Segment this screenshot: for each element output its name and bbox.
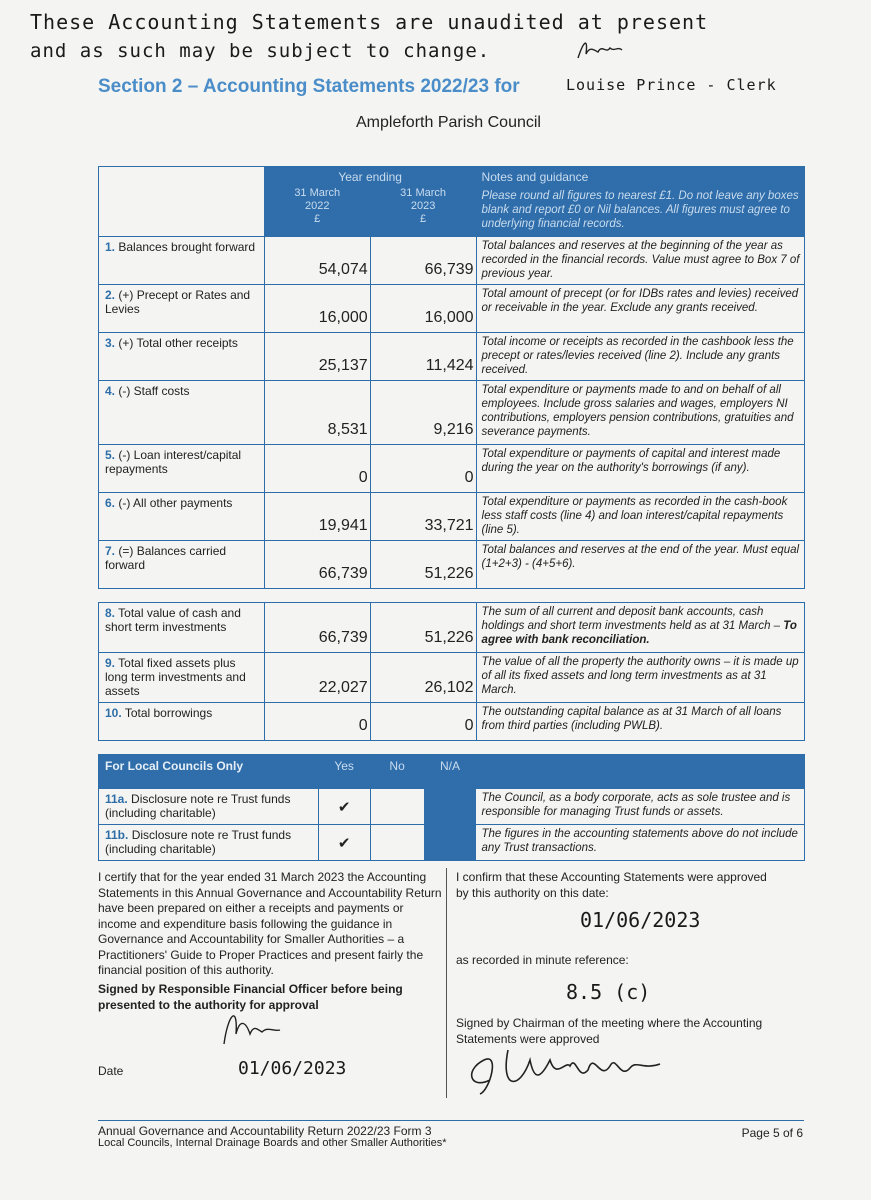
value-2022: 22,027	[264, 653, 370, 703]
value-2022: 19,941	[264, 493, 370, 541]
row-note: Total amount of precept (or for IDBs rates and levies) received or receivable in the year. Exclude any grants received.	[476, 285, 804, 333]
value-2023: 33,721	[370, 493, 476, 541]
row-note-text: The sum of all current and deposit bank accounts, cash holdings and short term investments held as at 31 March –	[481, 606, 781, 632]
local-councils-title: For Local Councils Only	[99, 755, 319, 789]
statement-row	[99, 541, 805, 589]
row-label-text: (-) Staff costs	[118, 384, 190, 398]
row-number: 6.	[105, 496, 116, 510]
row-label	[99, 445, 265, 493]
row-label-text: Total value of cash and short term investments	[105, 606, 241, 634]
row-label-text: Balances brought forward	[118, 240, 256, 254]
row-note: Total expenditure or payments made to and on behalf of all employees. Include gross salaries and wages, employers NI contributions, employers pension contributions, gratuities and severance payments.	[476, 381, 804, 445]
row-note: Total expenditure or payments as recorded in the cash-book less staff costs (line 4) and loan interest/capital repayments (line 5).	[476, 493, 804, 541]
value-2023: 26,102	[370, 653, 476, 703]
na-header: N/A	[424, 755, 476, 789]
date-label: Date	[98, 1064, 124, 1078]
handwritten-note-line1: These Accounting Statements are unaudited at present	[30, 10, 709, 34]
row-note	[476, 653, 804, 703]
statement-row	[99, 381, 805, 445]
trust-row	[99, 789, 805, 825]
chairman-signed-label: Signed by Chairman of the meeting where the Accounting Statements were approved	[456, 1016, 763, 1046]
row-label-text: (-) Loan interest/capital repayments	[105, 448, 242, 476]
approval-date: 01/06/2023	[580, 908, 701, 932]
yes-header: Yes	[318, 755, 370, 789]
row-note: The figures in the accounting statements above do not include any Trust transactions.	[476, 825, 805, 861]
row-note	[476, 703, 804, 741]
row-number: 1.	[105, 240, 116, 254]
row-number: 2.	[105, 288, 116, 302]
no-checkbox[interactable]	[370, 789, 424, 825]
footer-line2: Local Councils, Internal Drainage Boards and other Smaller Authorities*	[98, 1137, 447, 1149]
row-label-text: Disclosure note re Trust funds (including charitable)	[105, 792, 291, 820]
row-number: 7.	[105, 544, 116, 558]
value-2022: 16,000	[264, 285, 370, 333]
row-number: 9.	[105, 656, 116, 670]
col-2023-header	[370, 187, 476, 237]
value-2022: 66,739	[264, 603, 370, 653]
row-note: Total balances and reserves at the end of the year. Must equal (1+2+3) - (4+5+6).	[476, 541, 804, 589]
minute-reference: 8.5 (c)	[566, 980, 651, 1004]
row-label	[99, 285, 265, 333]
row-label	[99, 493, 265, 541]
row-label-text: (+) Total other receipts	[118, 336, 238, 350]
row-label	[99, 653, 265, 703]
notes-header: Notes and guidance	[476, 167, 804, 187]
value-2023: 16,000	[370, 285, 476, 333]
row-label	[99, 541, 265, 589]
footer-rule	[98, 1120, 804, 1121]
no-header: No	[370, 755, 424, 789]
value-2023: 9,216	[370, 381, 476, 445]
row-label	[99, 789, 319, 825]
value-2022: 25,137	[264, 333, 370, 381]
col-2023-unit: £	[420, 213, 427, 225]
row-note-emphasis: To agree with bank reconciliation.	[481, 620, 797, 646]
rfo-date: 01/06/2023	[238, 1058, 347, 1079]
accounting-statements-table	[98, 166, 805, 589]
col-2022-date: 31 March	[294, 187, 341, 199]
row-note	[476, 603, 804, 653]
statement-row	[99, 237, 805, 285]
statement-row	[99, 445, 805, 493]
certify-text: I certify that for the year ended 31 March 2023 the Accounting Statements in this Annual Governance and Accountability Return have been prepared on either a receipts and payments or income and expenditure basis following the guidance in Governance and Accountability for Smaller Authorities – a Practitioners' Guide to Proper Practices and present fairly the financial position of this authority.	[98, 870, 442, 977]
col-2022-header	[264, 187, 370, 237]
value-2023: 51,226	[370, 603, 476, 653]
yes-checkbox[interactable]: ✔	[318, 825, 370, 861]
row-label-text: (=) Balances carried forward	[105, 544, 227, 572]
council-name: Ampleforth Parish Council	[356, 114, 541, 131]
row-label	[99, 603, 265, 653]
asset-row	[99, 603, 805, 653]
asset-row	[99, 703, 805, 741]
value-2023: 66,739	[370, 237, 476, 285]
row-label-text: Disclosure note re Trust funds (including charitable)	[105, 828, 292, 856]
blank-header-cell	[99, 167, 265, 237]
value-2023: 51,226	[370, 541, 476, 589]
value-2022: 54,074	[264, 237, 370, 285]
value-2022: 66,739	[264, 541, 370, 589]
row-number: 11a.	[105, 792, 128, 806]
section-title: Section 2 – Accounting Statements 2022/23 for	[98, 76, 520, 97]
statement-row	[99, 285, 805, 333]
handwritten-note-line2: and as such may be subject to change.	[30, 40, 491, 62]
clerk-initials-signature	[574, 36, 634, 66]
statement-row	[99, 493, 805, 541]
row-number: 3.	[105, 336, 116, 350]
row-label-text: (+) Precept or Rates and Levies	[105, 288, 251, 316]
row-number: 10.	[105, 706, 122, 720]
row-note: Total expenditure or payments of capital and interest made during the year on the authority's borrowings (if any).	[476, 445, 804, 493]
local-notes-header	[476, 755, 805, 789]
col-2022-year: 2022	[305, 200, 330, 212]
value-2022: 0	[264, 703, 370, 741]
guidance-text: Please round all figures to nearest £1. Do not leave any boxes blank and report £0 or Nil balances. All figures must agree to underlying financial records.	[476, 187, 804, 237]
value-2022: 8,531	[264, 381, 370, 445]
value-2023: 0	[370, 703, 476, 741]
chairman-signature	[460, 1030, 700, 1102]
rfo-signed-label: Signed by Responsible Financial Officer before being presented to the authority for approval	[98, 982, 403, 1012]
row-label	[99, 703, 265, 741]
value-2022: 0	[264, 445, 370, 493]
yes-checkbox[interactable]: ✔	[318, 789, 370, 825]
row-number: 5.	[105, 448, 116, 462]
local-councils-table	[98, 754, 805, 861]
minute-label: as recorded in minute reference:	[456, 953, 629, 967]
assets-table	[98, 602, 805, 741]
confirm-text: I confirm that these Accounting Statements were approved by this authority on this date:	[456, 870, 767, 900]
column-divider	[446, 868, 447, 1098]
na-cell	[424, 789, 476, 861]
row-note: Total balances and reserves at the beginning of the year as recorded in the financial records. Value must agree to Box 7 of previous year.	[476, 237, 804, 285]
col-2022-unit: £	[314, 213, 321, 225]
rfo-signature	[218, 1004, 288, 1052]
col-2023-date: 31 March	[400, 187, 447, 199]
row-note: Total income or receipts as recorded in the cashbook less the precept or rates/levies received (line 2). Include any grants received.	[476, 333, 804, 381]
no-checkbox[interactable]	[370, 825, 424, 861]
row-label-text: Total fixed assets plus long term investments and assets	[105, 656, 246, 698]
page-number: Page 5 of 6	[741, 1126, 803, 1140]
footer-line1: Annual Governance and Accountability Return 2022/23 Form 3	[98, 1124, 432, 1138]
row-label-text: Total borrowings	[124, 706, 213, 720]
row-number: 4.	[105, 384, 116, 398]
row-label-text: (-) All other payments	[118, 496, 233, 510]
row-note-text: The value of all the property the authority owns – it is made up of all its fixed assets and long term investments as at 31 March.	[481, 656, 799, 696]
handwritten-clerk-name: Louise Prince - Clerk	[566, 76, 777, 94]
statement-row	[99, 333, 805, 381]
asset-row	[99, 653, 805, 703]
row-number: 8.	[105, 606, 116, 620]
value-2023: 0	[370, 445, 476, 493]
row-label	[99, 381, 265, 445]
row-label	[99, 333, 265, 381]
row-number: 11b.	[105, 828, 129, 842]
year-ending-header: Year ending	[264, 167, 476, 187]
row-note-text: The outstanding capital balance as at 31 March of all loans from third parties (including PWLB).	[481, 706, 782, 732]
value-2023: 11,424	[370, 333, 476, 381]
row-label	[99, 825, 319, 861]
row-note: The Council, as a body corporate, acts as sole trustee and is responsible for managing Trust funds or assets.	[476, 789, 805, 825]
row-label	[99, 237, 265, 285]
col-2023-year: 2023	[410, 200, 436, 212]
